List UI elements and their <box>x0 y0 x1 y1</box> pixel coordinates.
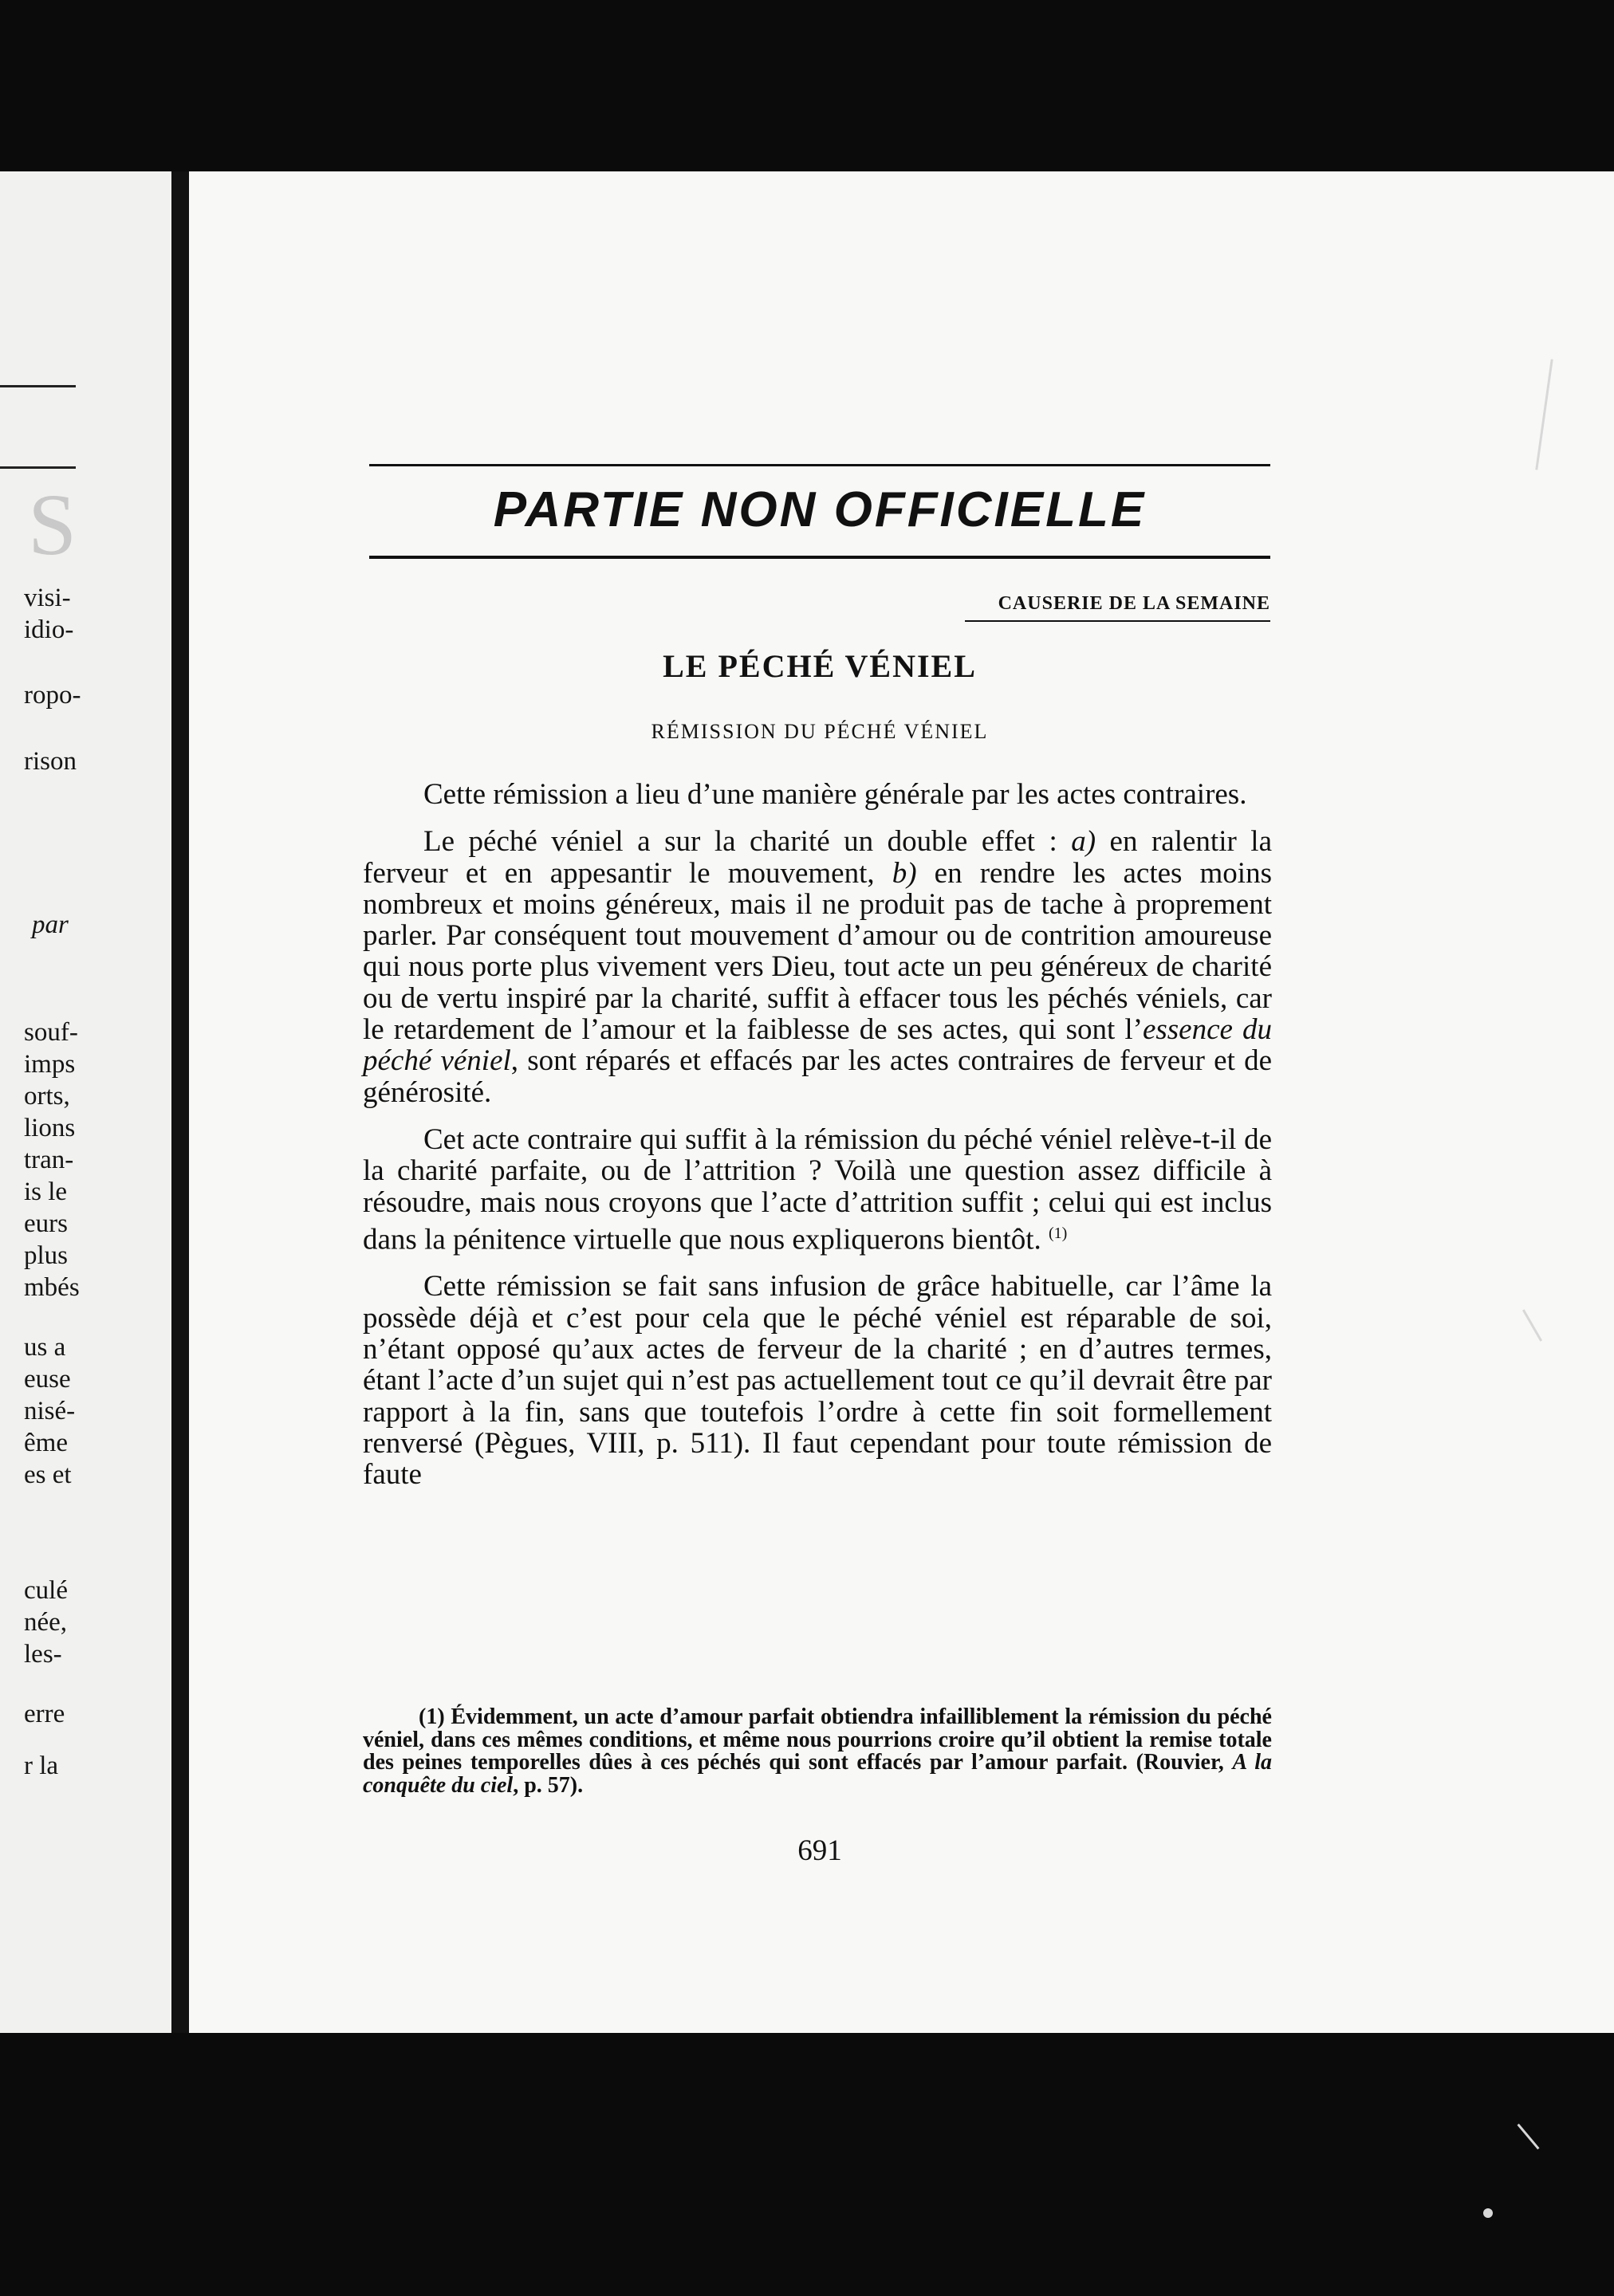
left-fragment: r la <box>24 1751 59 1780</box>
left-fragment: ropo- <box>24 681 81 710</box>
left-fragment: souf- <box>24 1018 78 1047</box>
header-rule <box>369 464 1270 466</box>
article-title: LE PÉCHÉ VÉNIEL <box>663 648 977 684</box>
left-fragment: orts, <box>24 1082 70 1111</box>
left-fragment: tran- <box>24 1146 74 1174</box>
rubric-rule <box>965 620 1270 622</box>
left-fragment: erre <box>24 1700 65 1728</box>
section-title: PARTIE NON OFFICIELLE <box>493 482 1147 537</box>
header-rule <box>369 556 1270 559</box>
left-fragment: us a <box>24 1333 66 1362</box>
left-fragment: culé <box>24 1576 68 1605</box>
footnote: (1) Évidemment, un acte d’amour parfait obtiendra infailliblement la rémission du péché véniel, dans ces mêmes conditions, et même nous pourrions croire qu’il obtient la remise totale des peines temporelles dûes à ces péchés qui sont effacés par l’amour parfait. (Rouvier, A la conquête du ciel, p. 57). <box>363 1704 1272 1798</box>
left-fragment: ême <box>24 1429 68 1457</box>
left-fragment: née, <box>24 1608 68 1637</box>
page-number: 691 <box>797 1834 842 1867</box>
film-scratch <box>1517 2124 1539 2150</box>
left-fragment: les- <box>24 1640 62 1669</box>
paragraph: Cette rémission a lieu d’une manière générale par les actes contraires. <box>423 778 1247 811</box>
left-fragment: imps <box>24 1050 76 1079</box>
left-fragment: mbés <box>24 1273 80 1302</box>
paragraph: Le péché véniel a sur la charité un double effet : a) en ralentir la ferveur et en appesantir le mouvement, b) en rendre les actes moins nombreux et moins généreux, mais il ne produit pas de tache à proprement parler. Par conséquent tout mouvement d’amour ou de contrition amoureuse qui nous porte plus vivement vers Dieu, tout acte un peu généreux de charité ou de vertu inspiré par la charité, suffit à effacer tous les péchés véniels, car le retardement de l’amour et la faiblesse de ses actes, qui sont l’essence du péché véniel, sont réparés et effacés par les actes contraires de ferveur et de générosité. <box>363 825 1273 1109</box>
left-fragment: eurs <box>24 1209 68 1238</box>
left-fragment: par <box>32 910 69 939</box>
left-fragment: idio- <box>24 615 74 644</box>
left-fragment: es et <box>24 1461 72 1489</box>
left-fragment: lions <box>24 1114 76 1142</box>
article-subtitle: RÉMISSION DU PÉCHÉ VÉNIEL <box>651 720 989 743</box>
previous-page-strip <box>0 171 171 2033</box>
article-body <box>363 779 1272 1491</box>
left-fragment: plus <box>24 1241 69 1270</box>
footnote-ref: (1) <box>1049 1224 1068 1242</box>
paragraph: Cet acte contraire qui suffit à la rémission du péché véniel relève-t-il de la charité parfaite, ou de l’attrition ? Voilà une question assez difficile à résoudre, mais nous croyons que l’acte d’attrition suffit ; celui qui est inclus dans la pénitence virtuelle que nous expliquerons bientôt. $^{(1)}$ <box>363 1122 1272 1256</box>
left-page-rule <box>0 385 76 387</box>
left-fragment: is le <box>24 1177 68 1206</box>
rubric-heading: CAUSERIE DE LA SEMAINE <box>998 593 1270 614</box>
left-fragment: nisé- <box>24 1397 76 1425</box>
left-page-rule <box>0 466 76 469</box>
paragraph: Cette rémission se fait sans infusion de grâce habituelle, car l’âme la possède déjà et c’est pour cela que le péché véniel est réparable de soi, n’étant opposé qu’aux actes de ferveur de la charité ; en d’autres termes, étant l’acte d’un sujet qui n’est pas actuellement tout ce qu’il devrait être par rapport à la fin, sans que toutefois l’ordre à cette fin soit formellement renversé (Pègues, VIII, p. 511). Il faut cependant pour toute rémission de faute <box>363 1270 1272 1492</box>
left-fragment: rison <box>24 747 77 776</box>
left-fragment: visi- <box>24 584 71 612</box>
film-speck <box>1483 2208 1493 2218</box>
left-fragment: euse <box>24 1365 71 1394</box>
book-spine <box>171 171 189 2033</box>
ghost-letter: S <box>28 476 77 573</box>
